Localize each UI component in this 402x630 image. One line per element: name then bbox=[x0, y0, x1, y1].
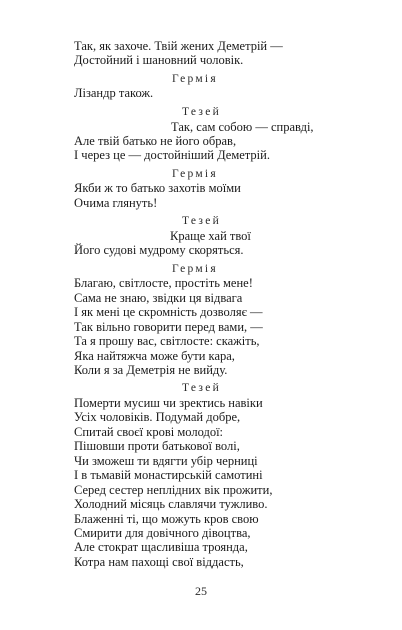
verse-line: Смирити для довічного дівоцтва, bbox=[74, 526, 251, 540]
speaker-name: Тезей bbox=[182, 106, 222, 118]
verse-line: Коли я за Деметрія не вийду. bbox=[74, 363, 228, 377]
verse-line: Пішовши проти батькової волі, bbox=[74, 439, 240, 453]
verse-line: Достойний і шановний чоловік. bbox=[74, 53, 244, 67]
speaker-name: Тезей bbox=[182, 215, 222, 227]
verse-line: Якби ж то батько захотів моїми bbox=[74, 181, 241, 195]
speaker-name: Гермія bbox=[172, 263, 219, 275]
speaker-name: Тезей bbox=[182, 382, 222, 394]
verse-line: Котра нам пахощі свої віддасть, bbox=[74, 555, 244, 569]
verse-line: Так, сам собою — справді, bbox=[171, 120, 314, 134]
verse-line: Блаженні ті, що можуть кров свою bbox=[74, 512, 259, 526]
verse-line: Холодний місяць славлячи тужливо. bbox=[74, 497, 268, 511]
verse-line: Його судові мудрому скоряться. bbox=[74, 243, 244, 257]
verse-line: Яка найтяжча може бути кара, bbox=[74, 349, 235, 363]
verse-line: Очима глянуть! bbox=[74, 196, 158, 210]
verse-line: Краще хай твої bbox=[170, 229, 251, 243]
verse-line: І через це — достойніший Деметрій. bbox=[74, 148, 270, 162]
verse-line: Чи зможеш ти вдягти убір черниці bbox=[74, 454, 258, 468]
verse-line: Так вільно говорити перед вами, — bbox=[74, 320, 263, 334]
verse-line: Так, як захоче. Твій жених Деметрій — bbox=[74, 39, 283, 53]
speaker-name: Гермія bbox=[172, 168, 219, 180]
verse-line: Та я прошу вас, світлосте: скажіть, bbox=[74, 334, 260, 348]
verse-line: Померти мусиш чи зректись навіки bbox=[74, 396, 263, 410]
verse-line: Серед сестер неплідних вік прожити, bbox=[74, 483, 273, 497]
verse-line: Але стократ щасливіша троянда, bbox=[74, 540, 248, 554]
verse-line: Сама не знаю, звідки ця відвага bbox=[74, 291, 243, 305]
page-number: 25 bbox=[195, 584, 207, 598]
verse-line: І в тьмавій монастирській самотині bbox=[74, 468, 263, 482]
verse-line: Благаю, світлосте, простіть мене! bbox=[74, 276, 253, 290]
verse-line: Усіх чоловіків. Подумай добре, bbox=[74, 410, 241, 424]
verse-line: Але твій батько не його обрав, bbox=[74, 134, 237, 148]
verse-line: Спитай своєї крові молодої: bbox=[74, 425, 224, 439]
speaker-name: Гермія bbox=[172, 73, 219, 85]
verse-line: І як мені це скромність дозволяє — bbox=[74, 305, 263, 319]
verse-line: Лізандр також. bbox=[74, 86, 154, 100]
